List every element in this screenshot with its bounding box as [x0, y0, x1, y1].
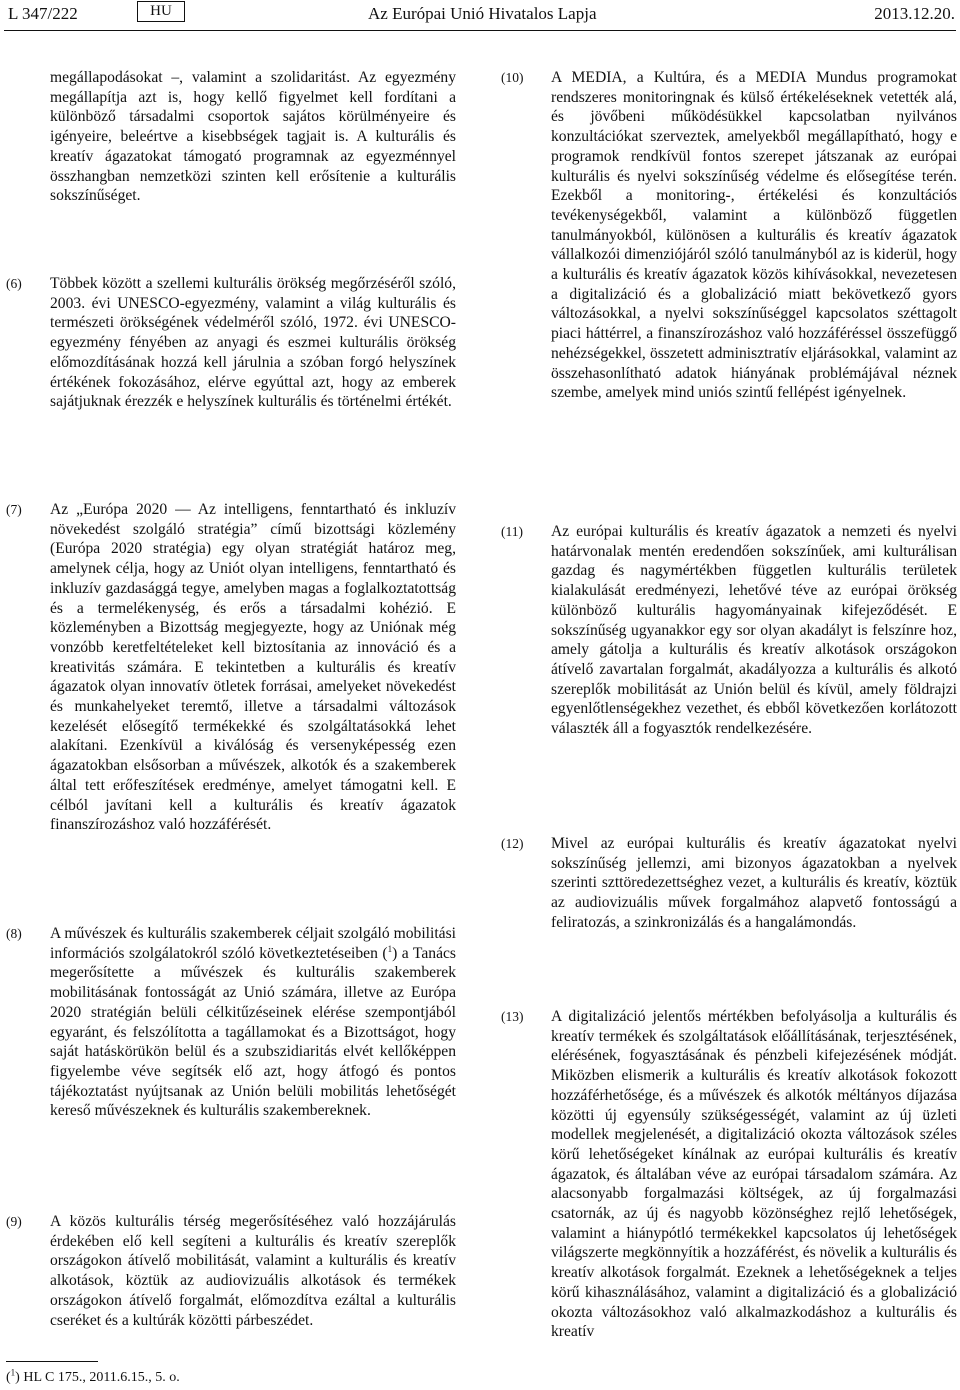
header-rule [4, 30, 956, 31]
recital-text: Az európai kulturális és kreatív ágazatok a nemzeti és nyelvi határvonalak mentén eredendően sokszínűek, ami kulturálisan gazdag és nagymértékben független kulturális területek kialakulását eredményezi, lehetővé téve az európai örökség különböző kulturális hagyományainak kifejeződését. E sokszínűség ugyanakkor egy sor olyan akadályt is felszínre hoz, amely gátolja a kulturális és kreatív alkotások országokon átívelő zavartalan forgalmát, akadályozza a kulturális és alkotó szereplők mobilitását az Unión belül és kívül, amely földrajzi egyenlőtlenségekhez vezethet, és ebből következően korlátozott választék áll a fogyasztók rendelkezésére. [551, 523, 957, 738]
recital-number: (12) [501, 836, 524, 851]
recital-number: (9) [6, 1214, 22, 1229]
publication-date: 2013.12.20. [874, 4, 955, 23]
recital-text: Többek között a szellemi kulturális örökség megőrzéséről szóló, 2003. évi UNESCO-egyezmény, valamint a világ kulturális és természeti örökségének védelméről szóló, 1972. évi UNESCO-egyezmény fényében az anyagi és eszmei kulturális örökség előmozdításának hozzá kell járulnia a szóban forgó helyszínek értékének fokozásához, elérve egyúttal azt, hogy az emberek sajátjuknak érezzék e helyszínek kulturális és történelmi értékét. [50, 275, 456, 411]
footnote-reference: 1 [387, 943, 393, 954]
footnote: ($^1$) HL C 175., 2011.6.15., 5. o. [6, 1367, 180, 1385]
footnote-marker: 1 [10, 1367, 16, 1378]
footnote-text: HL C 175., 2011.6.15., 5. o. [23, 1370, 180, 1385]
recital-number: (13) [501, 1009, 524, 1024]
journal-title: Az Európai Unió Hivatalos Lapja [368, 4, 597, 23]
page-header [0, 0, 960, 34]
recital-number: (7) [6, 502, 22, 517]
recital-text-part: ) a Tanács megerősítette a művészek és kulturális szakemberek mobilitásának fontosságát az Unió számára, illetve az Európa 2020 stratégián belüli célkitűzéseinek elérése szempontjából egyaránt, és felszólította a tagállamokat és a Bizottságot, hogy saját hatáskörükön belül és a szubszidiaritás elvét kellőképpen figyelembe véve segítsék elő azt, hogy átfogó és pontos tájékoztatást nyújtsanak az Unión belüli mobilitás lehetőségét kereső művészeknek és kulturális szakembereknek. [50, 944, 457, 1120]
recital-text: A közös kulturális térség megerősítéséhez való hozzájárulás érdekében elő kell segíteni a kulturális és kreatív szereplők országokon átívelő mobilitását, valamint a kulturális és kreatív alkotások, köztük az audiovizuális alkotások és termékek országokon átívelő forgalmát, előmozdítva ezáltal a kulturális cseréket és a kultúrák közötti párbeszédet. [50, 1213, 456, 1329]
footnote-rule [6, 1361, 98, 1362]
recital-number: (6) [6, 276, 22, 291]
recital-number: (10) [501, 70, 524, 85]
language-box: HU [137, 1, 185, 22]
recital-text: A digitalizáció jelentős mértékben befolyásolja a kulturális és kreatív termékek és szolgáltatások előállításának, terjesztésének, elérésének, fogyasztásának és pénzbeli kifejezésének módját. Miközben elismerik a kulturális és kreatív alkotások fokozott hozzáférhetősége, és a művészek és alkotók méltányos díjazása közötti új egyensúly szükségességét, valamint az új üzleti modellek megjelenését, a digitalizáció okozta változások széles körű lehetőségeket kínálnak az európai kulturális és kreatív ágazatok, és általában véve az európai társadalom számára. Az alacsonyabb forgalmazási költségek, az új forgalmazási csatornák, az új és nagyobb közönséghez rejlő lehetőségek, valamint a hiánypótló termékekkel kapcsolatos új lehetőségek világszerte megkönnyítik a hozzáférést, és növelik a kulturális és kreatív alkotások forgalmát. Ezeknek a lehetőségeknek a teljes körű kihasználásához, valamint a digitalizáció és a globalizáció okozta változásokhoz való alkalmazkodáshoz a kulturális és kreatív [551, 1008, 957, 1341]
continuation-paragraph: megállapodásokat –, valamint a szolidaritást. Az egyezmény megállapítja azt is, hogy kellő figyelmet kell fordítani a különböző társadalmi csoportok sajátos körülményeire és igényeire, beleértve a kisebbségek tagjait is. A kulturális és kreatív ágazatokat támogató programnak az egyezménnyel összhangban nemzetközi szinten kell erősítenie a kulturális sokszínűséget. [50, 69, 456, 205]
recital-text: Az „Európa 2020 — Az intelligens, fenntartható és inkluzív növekedést szolgáló stratégia” című bizottsági közlemény (Európa 2020 stratégia) egy olyan stratégiát határoz meg, amelynek célja, hogy az Uniót olyan intelligens, fenntartható és inkluzív gazdasággá tegye, amelyben magas a foglalkoztatottság és a termelékenység, és erős a társadalmi kohézió. E közleményben a Bizottság megjegyezte, hogy az Uniónak még vonzóbb keretfeltételeket kell biztosítania az innováció és a kreativitás számára. E tekintetben a kulturális és kreatív ágazatok olyan innovatív ötletek forrásai, amelyeket növekedést és munkahelyeket teremtő, illetve a társadalmi változások kezelését elősegítő termékekké és szolgáltatásokká lehet alakítani. Ezenkívül a kiválóság és versenyképesség ezen ágazatokban elsősorban a művészek, alkotók és a szakemberek által tett erőfeszítések eredménye, amelyet támogatni kell. E célból javítani kell a kulturális és kreatív ágazatok finanszírozáshoz való hozzáférését. [50, 501, 456, 834]
page-reference: L 347/222 [8, 4, 78, 23]
recital-text: A MEDIA, a Kultúra, és a MEDIA Mundus programokat rendszeres monitoringnak és külső értékeléseknek vetették alá, és jövőbeni működésükkel kapcsolatban nyilvános konzultációkat szerveztek, amelyekből megállapítható, hogy e programok rendkívül fontos szerepet játszanak az európai kulturális és nyelvi sokszínűség védelme és elősegítése terén. Ezekből a monitoring-, értékelési és konzultációs tevékenységekből, valamint a különböző független tanulmányokból, különösen a kulturális és kreatív ágazatok vállalkozói dimenziójáról szóló tanulmányból az is kiderül, hogy a kulturális és kreatív ágazatok közös kihívásokkal, nevezetesen a digitalizáció és a globalizáció miatt bekövetkező gyors változásokkal, a nyelvi sokszínűséggel kapcsolatos széttagolt piaci háttérrel, a finanszírozáshoz való hozzáféréssel összefüggő nehézségekkel, összetett adminisztratív eljárásokkal, valamint az összehasonlítható adatok hiányának problémájával néznek szembe, amelyek mind uniós szintű fellépést igényelnek. [551, 69, 957, 402]
recital-text [50, 924, 456, 1121]
recital-text: Mivel az európai kulturális és kreatív ágazatokat nyelvi sokszínűség jellemzi, ami bizonyos ágazatokban a nyelvek szerinti szttöredezettséghez vezet, a kulturális és kreatív, köztük az audiovizuális művek forgalmához alapvető fontosságú a feliratozás, a szinkronizálás és a hangalámondás. [551, 835, 957, 931]
recital-number: (11) [501, 524, 523, 539]
recital-text-part: A művészek és kulturális szakemberek céljait szolgáló mobilitási információs szolgálatokról szóló következtetéseiben ( [50, 925, 456, 962]
recital-number: (8) [6, 926, 22, 941]
